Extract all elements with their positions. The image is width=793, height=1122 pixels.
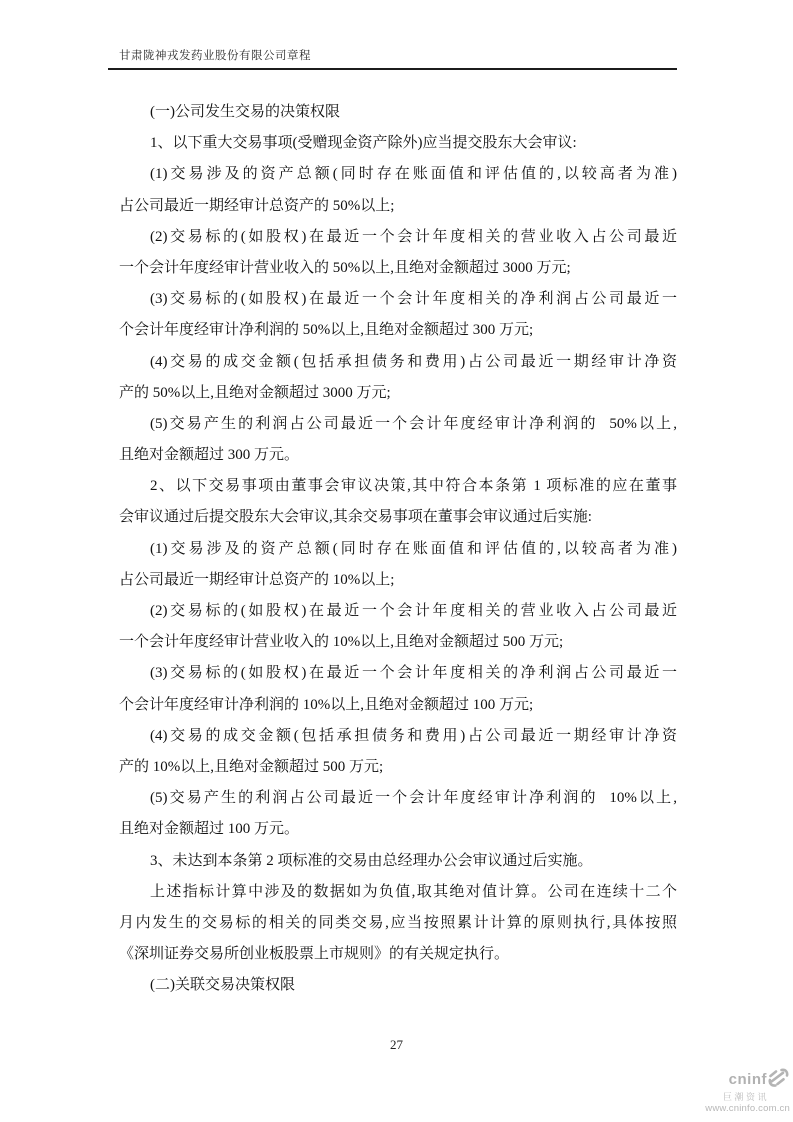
text-line: (5)交易产生的利润占公司最近一个会计年度经审计净利润的 10%以上, xyxy=(150,790,677,807)
text-line: 月内发生的交易标的相关的同类交易,应当按照累计计算的原则执行,具体按照 xyxy=(119,914,677,931)
paragraph xyxy=(119,534,677,596)
paragraph xyxy=(119,159,677,221)
text-line: 产的 50%以上,且绝对金额超过 3000 万元; xyxy=(119,384,391,401)
paragraph xyxy=(119,347,677,409)
text-line: (2)交易标的(如股权)在最近一个会计年度相关的营业收入占公司最近 xyxy=(150,603,677,619)
paragraph xyxy=(119,596,677,658)
paragraph xyxy=(119,658,677,720)
text-line: 《深圳证券交易所创业板股票上市规则》的有关规定执行。 xyxy=(119,946,510,963)
cninfo-swirl-icon xyxy=(768,1068,789,1092)
text-line: (4)交易的成交金额(包括承担债务和费用)占公司最近一期经审计净资 xyxy=(150,727,677,744)
cninfo-logo-row xyxy=(729,1068,790,1092)
paragraph xyxy=(119,471,677,533)
text-line: 占公司最近一期经审计总资产的 10%以上; xyxy=(119,571,395,588)
cninfo-url-text: www.cninfo.com.cn xyxy=(705,1103,790,1115)
text-line: 1、以下重大交易事项(受赠现金资产除外)应当提交股东大会审议: xyxy=(150,135,577,152)
text-line: 且绝对金额超过 300 万元。 xyxy=(119,447,300,464)
text-line: (5)交易产生的利润占公司最近一个会计年度经审计净利润的 50%以上, xyxy=(150,415,677,432)
text-line: 占公司最近一期经审计总资产的 50%以上; xyxy=(119,197,395,214)
page-header-title: 甘肃陇神戎发药业股份有限公司章程 xyxy=(119,50,311,62)
text-line: 2、以下交易事项由董事会审议决策,其中符合本条第 1 项标准的应在董事 xyxy=(150,478,677,495)
text-line: (1)交易涉及的资产总额(同时存在账面值和评估值的,以较高者为准) xyxy=(150,166,677,183)
text-line: (3)交易标的(如股权)在最近一个会计年度相关的净利润占公司最近一 xyxy=(150,291,677,308)
text-line: 会审议通过后提交股东大会审议,其余交易事项在董事会审议通过后实施: xyxy=(119,509,592,526)
paragraph xyxy=(119,97,677,128)
text-line: 上述指标计算中涉及的数据如为负值,取其绝对值计算。公司在连续十二个 xyxy=(150,883,677,900)
text-line: 一个会计年度经审计营业收入的 10%以上,且绝对金额超过 500 万元; xyxy=(119,634,564,651)
paragraph xyxy=(119,970,677,1001)
text-line: 产的 10%以上,且绝对金额超过 500 万元; xyxy=(119,758,384,775)
text-line: 3、未达到本条第 2 项标准的交易由总经理办公会审议通过后实施。 xyxy=(150,852,593,869)
paragraph xyxy=(119,222,677,284)
cninfo-chinese-name: 巨潮资讯 xyxy=(722,1091,769,1102)
text-line: (一)公司发生交易的决策权限 xyxy=(150,104,340,120)
text-line: (1)交易涉及的资产总额(同时存在账面值和评估值的,以较高者为准) xyxy=(150,540,677,557)
paragraph xyxy=(119,721,677,783)
page-number: 27 xyxy=(390,1037,403,1052)
text-line: (2)交易标的(如股权)在最近一个会计年度相关的营业收入占公司最近 xyxy=(150,228,677,245)
paragraph xyxy=(119,846,677,877)
paragraph xyxy=(119,877,677,971)
cninfo-logo xyxy=(698,1068,790,1115)
paragraph xyxy=(119,783,677,845)
paragraph xyxy=(119,128,677,159)
text-line: 且绝对金额超过 100 万元。 xyxy=(119,821,300,838)
text-line: 个会计年度经审计净利润的 10%以上,且绝对金额超过 100 万元; xyxy=(119,696,534,713)
paragraph xyxy=(119,409,677,471)
text-line: (二)关联交易决策权限 xyxy=(150,977,295,994)
text-line: 一个会计年度经审计营业收入的 50%以上,且绝对金额超过 3000 万元; xyxy=(119,259,571,276)
text-line: 个会计年度经审计净利润的 50%以上,且绝对金额超过 300 万元; xyxy=(119,322,534,339)
text-line: (3)交易标的(如股权)在最近一个会计年度相关的净利润占公司最近一 xyxy=(150,665,677,682)
cninfo-brand-text: cninf xyxy=(728,1070,767,1088)
document-body xyxy=(119,97,677,1001)
header-divider xyxy=(108,68,677,70)
text-line: (4)交易的成交金额(包括承担债务和费用)占公司最近一期经审计净资 xyxy=(150,353,677,370)
paragraph xyxy=(119,284,677,346)
